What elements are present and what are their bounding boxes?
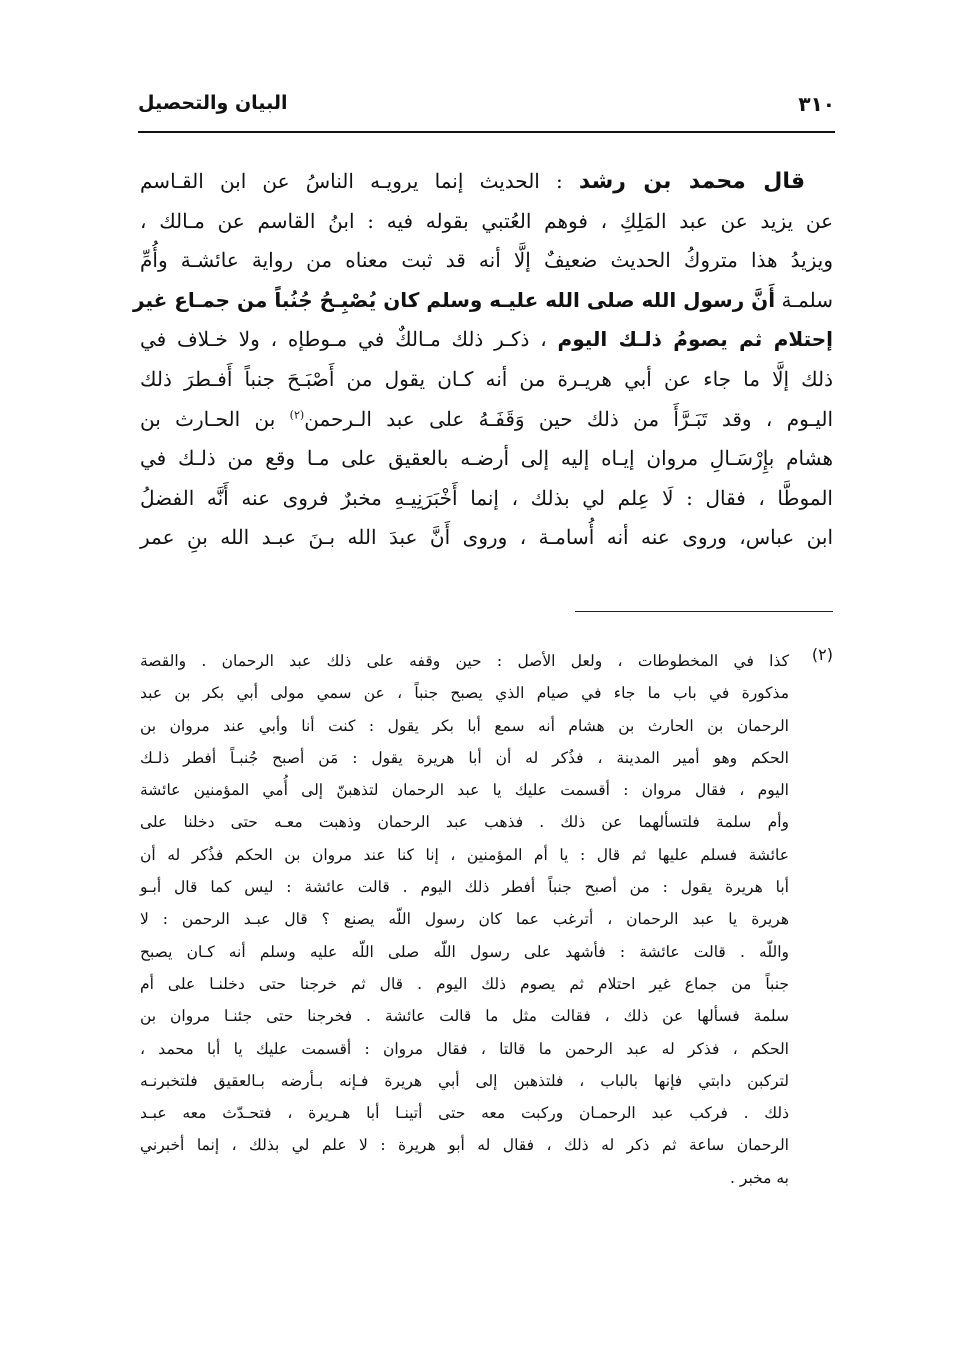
text-segment: سلمـة: [775, 287, 833, 312]
text-line: [133, 281, 833, 321]
footnote-number: (٢): [811, 645, 833, 664]
footnote-line: الحكم ، فذكر له عبد الرحمن ما قالتا ، فقال مروان : أقسمت عليك يا أبا محمد ،: [140, 1039, 789, 1058]
footnote-line: سلمة فسألها عن ذلك ، فقالت مثل ما قالت عائشة . فخرجنا حتى جئنـا مروان بن: [140, 1007, 789, 1026]
main-text: [133, 162, 834, 558]
footnote-separator: [575, 611, 833, 612]
footnote-line: به مخبر .: [730, 1168, 789, 1187]
text-line: [140, 439, 833, 479]
footnote-line: جنباً من جماع غير احتلام ثم يصوم ذلك اليوم . قال ثم خرجنا حتى دخلنـا على أم: [140, 974, 789, 993]
text-line: [140, 241, 833, 281]
text-segment: إحتلام ثم يصومُ ذلـك اليوم: [557, 327, 833, 352]
footnote-line: الرحمان ساعة ثم ذكر له ذلك ، فقال له أبو هريرة : لا علم لي بذلك ، إنما أخبرني: [140, 1136, 789, 1155]
text-line: [140, 518, 833, 558]
footnote-line: اليوم ، فقال مروان : أقسمت عليك يا عبد الرحمان لتذهبنّ إلى أُمي المؤمنين عائشة: [140, 781, 789, 800]
text-segment: ذلك إلَّا ما جاء عن أبي هريـرة من أنه كـان يقول من أَصْبَـحَ جنباً أَفـطرَ ذلك: [140, 366, 833, 391]
footnote-line: عائشة فسلم عليها ثم قال : يا أم المؤمنين ، إنا كنا عند مروان بن الحكم فذُكر له أن: [140, 845, 789, 864]
text-segment: هشام بإِرْسَـالِ مروان إيـاه إليه إلى أرضـه بالعقيق على مـا وقع من ذلـك في: [140, 446, 834, 471]
text-segment: بن الحـارث بن: [140, 406, 290, 431]
text-segment: ويزيدُ هذا متروكُ الحديث ضعيفٌ إلَّا أنه قد ثبت معناه من رواية عائشـة وأُمِّ: [140, 248, 833, 273]
footnote-line: الرحمان بن الحارث بن هشام أنه سمع أبا بكر يقول : كنت أنا وأبي عند مروان بن: [140, 716, 789, 735]
text-segment: عن يزيد عن عبد المَلِكِ ، فوهم العُتبي بقوله فيه : ابنُ القاسم عن مـالك ،: [140, 208, 833, 233]
running-header: [138, 92, 835, 122]
page-number: ٣١٠: [798, 92, 835, 116]
footnote-reference: (٢): [289, 407, 305, 421]
text-line: [140, 162, 833, 202]
text-line: [140, 202, 833, 242]
text-line: [140, 479, 833, 519]
text-line: [140, 400, 833, 440]
footnote-line: وأم سلمة فلتسألهما عن ذلك . فذهب عبد الرحمان وذهبت معـه حتى دخلنا على: [140, 813, 789, 832]
footnote-line: كذا في المخطوطات ، ولعل الأصل : حين وقفه على ذلك عبد الرحمان . والقصة: [140, 652, 789, 670]
text-segment: ابن عباس، وروى عنه أنه أُسامـة ، وروى أَنَّ عبدَ الله بـنَ عبـد الله بنِ عمر: [140, 525, 833, 550]
text-segment: من جمـاع غير: [133, 287, 275, 312]
footnote-line: لتركبن دابتي فإنها بالباب ، فلتذهبن إلى أبي هريرة فـإنه بـأرضه بـالعقيق فلتخبرنـه: [140, 1071, 789, 1090]
footnote-line: الحكم وهو أمير المدينة ، فذُكر له أن أبا هريرة يقول : مَن أصبح جُنبـاً أفطر ذلـك: [140, 748, 789, 767]
text-line: [140, 320, 833, 360]
footnote-line: أبا هريرة يقول : من أصبح جنباً أفطر ذلك اليوم . قالت عائشة : ليس كما قال أبـو: [140, 878, 789, 897]
footnote-line: مذكورة في باب ما جاء في صيام الذي يصبح جنباً ، عن سمي مولى أبي بكر بن عبد: [140, 684, 789, 703]
text-line: [140, 360, 833, 400]
text-segment: الموطَّا ، فقال : لَا عِلم لي بذلك ، إنما أَخْبَرَنِيـهِ مخبرٌ فروى عنه أَنَّه الفضلُ: [140, 485, 833, 510]
text-segment: ، ذكـر ذلك مـالكٌ في مـوطإه ، ولا خـلاف في: [140, 327, 558, 352]
footnote: [140, 645, 833, 1194]
book-title: البيان والتحصيل: [138, 92, 288, 114]
footnote-line: هريرة يا عبد الرحمان ، أترغب عما كان رسول اللّه يصنع ؟ قال عبـد الرحمن : لا: [140, 910, 789, 929]
footnote-line: واللّه . قالت عائشة : فأشهد على رسول اللّه صلى اللّه عليه وسلم أنه كـان يصبح: [140, 942, 789, 961]
text-segment: قال محمد بن رشد: [578, 169, 806, 194]
header-rule: [138, 131, 835, 133]
text-segment: اليـوم ، وقد تَبَـرَّأَ من ذلك حين وَقَفَـهُ على عبد الـرحمن: [304, 406, 834, 431]
text-segment: : الحديث إنما يرويـه الناسُ عن ابن القـاسم: [140, 169, 579, 193]
footnote-line: ذلك . فركب عبد الرحمـان وركبت معه حتى أتينـا أبا هـريرة ، فتحـدّث معه عبـد: [140, 1104, 789, 1123]
text-segment: أَنَّ رسول الله صلى الله عليـه وسلم كان يُصْبِـحُ جُنُباً: [274, 287, 776, 312]
